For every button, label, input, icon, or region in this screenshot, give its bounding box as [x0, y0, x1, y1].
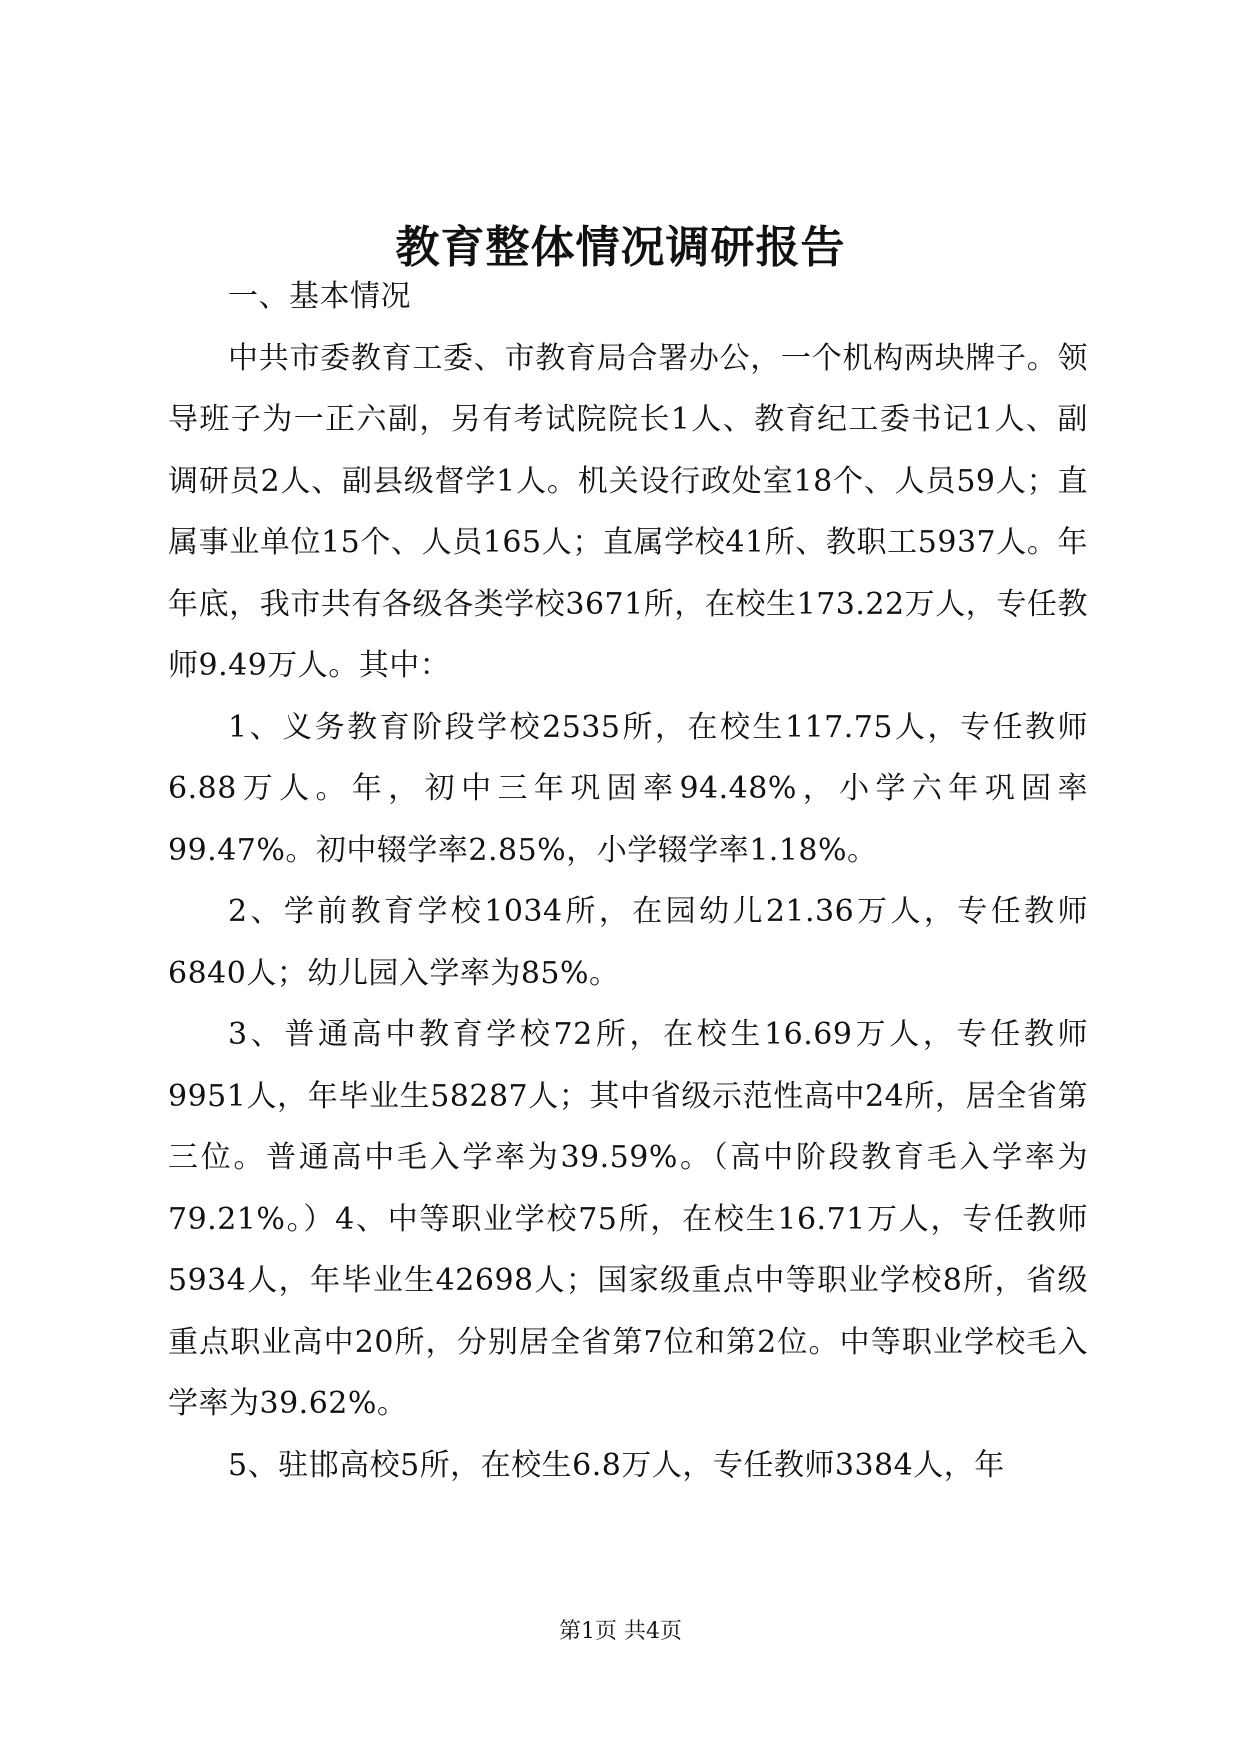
paragraph-overview: 中共市委教育工委、市教育局合署办公，一个机构两块牌子。领导班子为一正六副，另有考试院院长1人、教育纪工委书记1人、副调研员2人、副县级督学1人。机关设行政处室18个、人员59人；直属事业单位15个、人员165人；直属学校41所、教职工5937人。年年底，我市共有各级各类学校3671所，在校生173.22万人，专任教师9.49万人。其中：	[168, 340, 1088, 683]
document-title: 教育整体情况调研报告	[395, 222, 846, 273]
section-heading: 一、基本情况	[228, 279, 411, 314]
paragraph-compulsory-education: 1、义务教育阶段学校2535所，在校生117.75人，专任教师6.88万人。年，初中三年巩固率94.48%，小学六年巩固率99.47%。初中辍学率2.85%，小学辍学率1.18%。	[168, 709, 1088, 868]
page-footer: 第1页 共4页	[559, 1619, 682, 1644]
paragraph-higher-education: 5、驻邯高校5所，在校生6.8万人，专任教师3384人，年	[228, 1447, 1005, 1483]
paragraph-preschool-education: 2、学前教育学校1034所，在园幼儿21.36万人，专任教师6840人；幼儿园入学率为85%。	[168, 894, 1088, 991]
document-body	[168, 266, 1088, 1496]
paragraph-high-school-education: 3、普通高中教育学校72所，在校生16.69万人，专任教师9951人，年毕业生58287人；其中省级示范性高中24所，居全省第三位。普通高中毛入学率为39.59%。（高中阶段教育毛入学率为79.21%。）4、中等职业学校75所，在校生16.71万人，专任教师5934人，年毕业生42698人；国家级重点中等职业学校8所，省级重点职业高中20所，分别居全省第7位和第2位。中等职业学校毛入学率为39.62%。	[168, 1017, 1088, 1421]
